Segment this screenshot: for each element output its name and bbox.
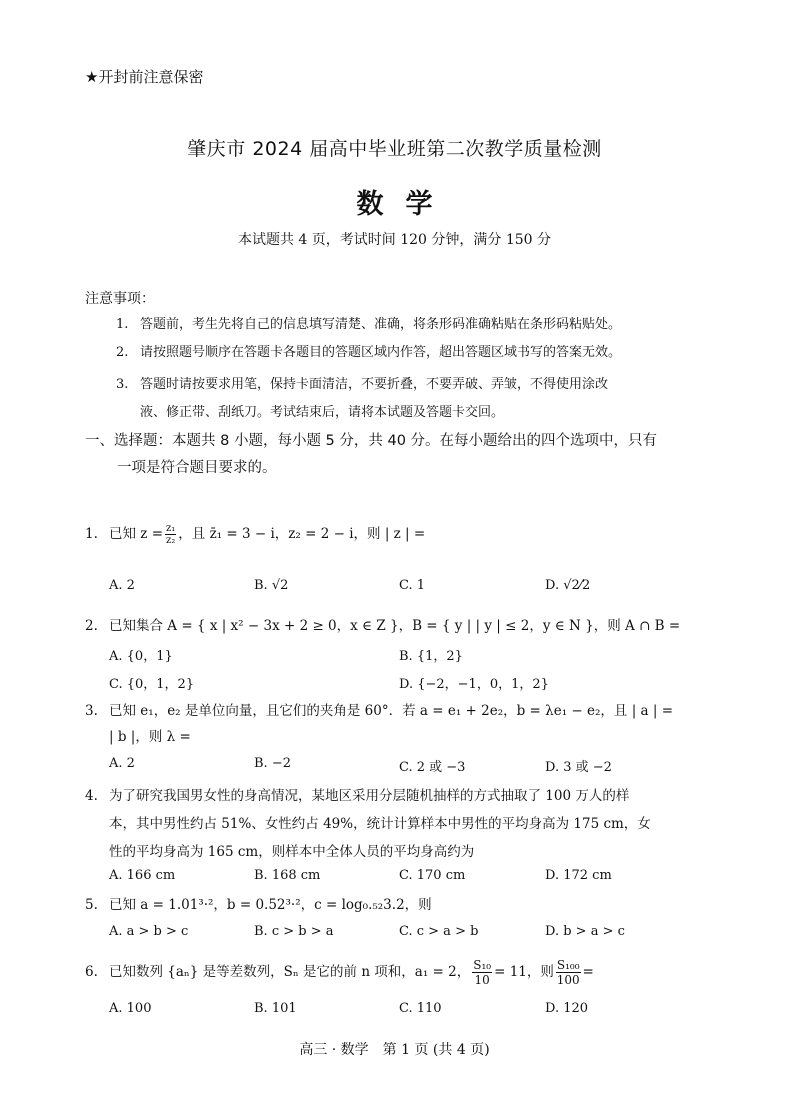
section-heading-line1: 一、选择题：本题共 8 小题，每小题 5 分，共 40 分。在每小题给出的四个选项中，只有: [85, 433, 658, 449]
option-c[interactable]: C. 2 或 −3: [399, 760, 466, 775]
question-number: 4.: [85, 788, 98, 804]
notice-item-text: 答题前，考生先将自己的信息填写清楚、准确，将条形码准确粘贴在条形码粘贴处。: [140, 317, 622, 332]
question-text-continuation: 本，其中男性约占 51%、女性约占 49%，统计计算样本中男性的平均身高为 175 cm，女: [109, 816, 651, 832]
option-b[interactable]: B. 101: [254, 1001, 297, 1016]
option-a[interactable]: A. 2: [109, 756, 135, 771]
option-c[interactable]: C. 110: [399, 1001, 442, 1016]
option-a[interactable]: A. {0，1}: [109, 649, 173, 664]
notice-item-text: 请按照题号顺序在答题卡各题目的答题区域内作答，超出答题区域书写的答案无效。: [140, 345, 622, 360]
option-d[interactable]: D. √2⁄2: [545, 578, 591, 593]
page-footer: 高三 · 数学 第 1 页 (共 4 页): [299, 1042, 490, 1058]
option-a[interactable]: A. 2: [109, 578, 135, 593]
question-text: 已知 z =: [109, 526, 164, 542]
option-d[interactable]: D. 172 cm: [545, 868, 612, 883]
fraction-numerator: z₁: [166, 523, 176, 534]
notice-item: [116, 315, 706, 334]
notice-item-continuation: 液、修正带、刮纸刀。考试结束后，请将本试题及答题卡交回。: [140, 405, 505, 420]
option-d[interactable]: D. b > a > c: [545, 924, 625, 939]
question-text: ，且 z̄₁ = 3 − i，z₂ = 2 − i，则 | z | =: [178, 526, 426, 542]
notice-item-text: 答题时请按要求用笔，保持卡面清洁，不要折叠，不要弄破、弄皱，不得使用涂改: [140, 377, 609, 392]
question-number: 6.: [85, 964, 98, 980]
question-text: 已知 e₁，e₂ 是单位向量，且它们的夹角是 60°．若 a = e₁ + 2e₂，b = λe₁ − e₂，且 | a | =: [109, 703, 674, 719]
fraction: [165, 523, 176, 546]
question-1: [85, 522, 710, 546]
option-b[interactable]: B. √2: [254, 578, 289, 593]
fraction-numerator: S₁₀: [473, 958, 492, 972]
question-5: [85, 893, 710, 917]
question-6: [85, 958, 710, 987]
question-text: =: [582, 964, 594, 980]
question-text-continuation: 性的平均身高为 165 cm，则样本中全体人员的平均身高约为: [109, 844, 475, 860]
option-a[interactable]: A. a > b > c: [109, 924, 189, 939]
question-2: [85, 614, 710, 638]
confidential-notice: ★开封前注意保密: [85, 68, 204, 86]
fraction-denominator: 100: [556, 973, 580, 987]
option-c[interactable]: C. {0，1，2}: [109, 677, 195, 692]
notice-item-number: 1.: [116, 317, 129, 332]
question-text: = 11，则: [494, 964, 554, 980]
notice-item-number: 2.: [116, 345, 129, 360]
notice-heading: 注意事项：: [85, 291, 155, 307]
fraction-numerator: S₁₀₀: [556, 958, 580, 972]
fraction: [472, 958, 492, 987]
notice-item: [116, 371, 706, 427]
option-d[interactable]: D. 120: [545, 1001, 589, 1016]
subject-title: 数学: [356, 189, 455, 220]
question-number: 2.: [85, 618, 98, 634]
fraction-denominator: z₂: [166, 535, 176, 546]
option-b[interactable]: B. c > b > a: [254, 924, 334, 939]
option-c[interactable]: C. c > a > b: [399, 924, 479, 939]
option-a[interactable]: A. 166 cm: [109, 868, 176, 883]
option-b[interactable]: B. −2: [254, 756, 291, 771]
option-b[interactable]: B. 168 cm: [254, 868, 321, 883]
fraction: [556, 958, 581, 987]
question-text: 已知数列 {aₙ} 是等差数列，Sₙ 是它的前 n 项和，a₁ = 2，: [109, 964, 471, 980]
notice-item-number: 3.: [116, 377, 129, 392]
option-b[interactable]: B. {1，2}: [399, 649, 463, 664]
option-c[interactable]: C. 1: [399, 578, 426, 593]
option-d[interactable]: D. 3 或 −2: [545, 760, 612, 775]
option-d[interactable]: D. {−2，−1，0，1，2}: [399, 677, 549, 692]
question-number: 3.: [85, 703, 98, 719]
question-number: 1.: [85, 526, 98, 542]
question-text-continuation: | b |，则 λ =: [109, 729, 191, 745]
question-number: 5.: [85, 897, 98, 913]
question-text: 已知 a = 1.01³·²，b = 0.52³·²，c = log₀.₅₂3.2，则: [109, 897, 432, 913]
question-4: [85, 782, 710, 866]
option-a[interactable]: A. 100: [109, 1001, 152, 1016]
question-text: 为了研究我国男女性的身高情况，某地区采用分层随机抽样的方式抽取了 100 万人的样: [109, 788, 630, 804]
section-heading: [85, 428, 710, 482]
option-c[interactable]: C. 170 cm: [399, 868, 466, 883]
exam-title: 肇庆市 2024 届高中毕业班第二次教学质量检测: [187, 138, 602, 160]
question-text: 已知集合 A = { x | x² − 3x + 2 ≥ 0，x ∈ Z }，B = { y | | y | ≤ 2，y ∈ N }，则 A ∩ B =: [109, 618, 681, 634]
notice-item: [116, 343, 706, 362]
question-3: [85, 698, 710, 750]
exam-info: 本试题共 4 页，考试时间 120 分钟，满分 150 分: [237, 232, 552, 248]
section-heading-line2: 一项是符合题目要求的。: [117, 460, 277, 476]
fraction-denominator: 10: [474, 973, 490, 987]
